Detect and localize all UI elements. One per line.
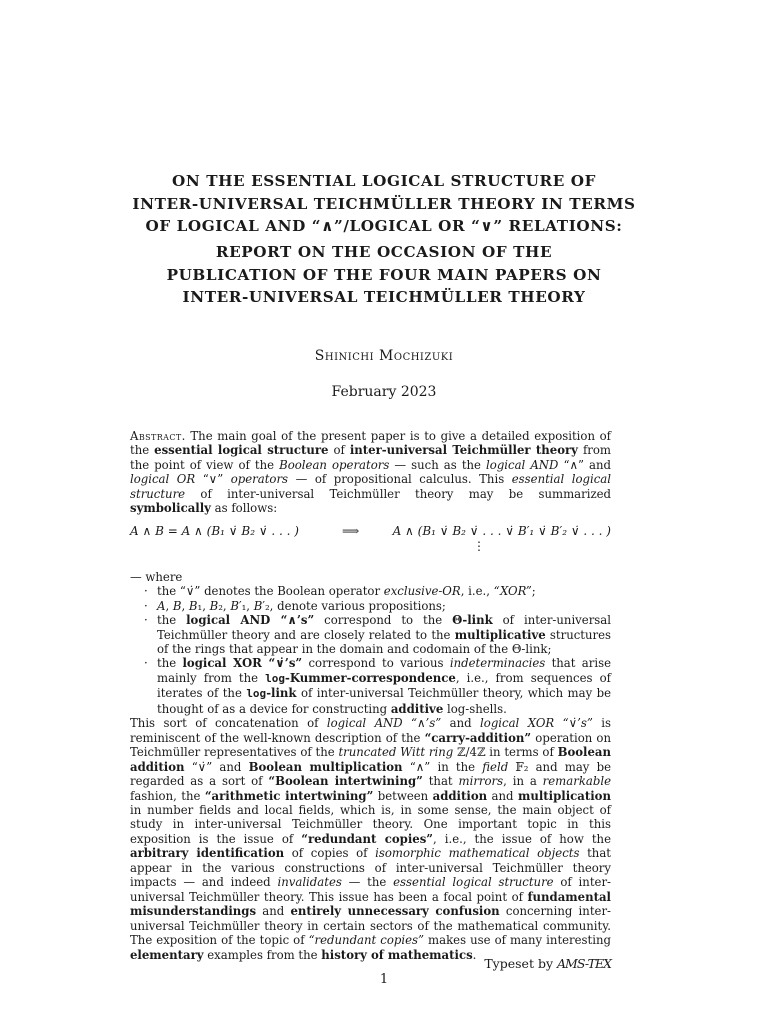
publication-date: February 2023	[331, 384, 437, 400]
definition-item: · the “∨̇” denotes the Boolean operator exclusive-OR, i.e., “XOR”;	[144, 584, 536, 599]
page-number: 1	[379, 972, 389, 987]
definition-item: · the logical AND “∧’s” correspond to the Θ-link of inter-universal Teichmüller theory and are closely related to the multiplicative structures of the rings that appear in the domain and codomain of the Θ-link;	[144, 613, 611, 656]
typeset-credit	[484, 956, 611, 971]
typeset-prefix: Typeset by	[484, 956, 554, 971]
where-heading: — where	[130, 569, 183, 584]
abstract-label: Abstract.	[130, 429, 186, 443]
formula-vdots: ⋮	[473, 538, 485, 553]
title-line: PUBLICATION OF THE FOUR MAIN PAPERS ON	[166, 265, 602, 284]
title-line: REPORT ON THE OCCASION OF THE	[215, 243, 553, 261]
title-line: ON THE ESSENTIAL LOGICAL STRUCTURE OF	[172, 172, 596, 190]
title-line: INTER-UNIVERSAL TEICHMÜLLER THEORY IN TERMS	[132, 194, 636, 213]
abstract	[130, 429, 611, 962]
definition-item: · the logical XOR “∨̇’s” correspond to various indeterminacies that arise mainly from the log-Kummer-correspondence, i.e., from sequences of iterates of the log-link of inter-universal Teichmüller theory, which may be thought of as a device for constructing additive log-shells.	[144, 656, 612, 716]
implies-arrow: ⟹	[342, 523, 360, 538]
ams-tex-logo: AMS-TEX	[557, 956, 611, 971]
paper-title-part-1	[90, 170, 678, 238]
author-name: Shinichi Mochizuki	[314, 348, 454, 364]
abstract-intro	[130, 429, 611, 516]
definition-item: · A, B, B₁, B₂, B′₁, B′₂, denote various propositions;	[144, 598, 446, 613]
abstract-text: The main goal of the present paper is to give a detailed exposition of the essential logical structure of inter-universal Teichmüller theory from the point of view of the Boolean operators — such as the logical AND “∧” and logical OR “∨” operators — of propositional calculus. This essential logical structure of inter-universal Teichmüller theory may be summarized symbolically as follows:	[130, 429, 612, 516]
definition-list	[130, 584, 611, 716]
paper-title-part-2	[90, 241, 678, 309]
title-line: INTER-UNIVERSAL TEICHMÜLLER THEORY	[182, 288, 586, 306]
title-line: OF LOGICAL AND “∧”/LOGICAL OR “∨” RELATIONS:	[145, 217, 623, 235]
formula-lhs: A ∧ B = A ∧ (B₁ ∨̇ B₂ ∨̇ . . . )	[130, 523, 299, 538]
formula-rhs: A ∧ (B₁ ∨̇ B₂ ∨̇ . . . ∨̇ B′₁ ∨̇ B′₂ ∨̇ . . . )	[392, 523, 611, 538]
abstract-body: This sort of concatenation of logical AND “∧’s” and logical XOR “∨̇’s” is reminiscent of the well-known description of the “carry-addition” operation on Teichmüller representatives of the truncated Witt ring ℤ/4ℤ in terms of Boolean addition “∨̇” and Boolean multiplication “∧” in the field 𝔽₂ and may be regarded as a sort of “Boolean intertwining” that mirrors, in a remarkable fashion, the “arithmetic intertwining” between addition and multiplication in number fields and local fields, which is, in some sense, the main object of study in inter-universal Teichmüller theory. One important topic in this exposition is the issue of “redundant copies”, i.e., the issue of how the arbitrary identification of copies of isomorphic mathematical objects that appear in the various constructions of inter-universal Teichmüller theory impacts — and indeed invalidates — the essential logical structure of inter-universal Teichmüller theory. This issue has been a focal point of fundamental misunderstandings and entirely unnecessary confusion concerning inter-universal Teichmüller theory in certain sectors of the mathematical community. The exposition of the topic of “redundant copies” makes use of many interesting elementary examples from the history of mathematics.	[130, 716, 611, 962]
logical-structure-formula	[130, 524, 611, 540]
